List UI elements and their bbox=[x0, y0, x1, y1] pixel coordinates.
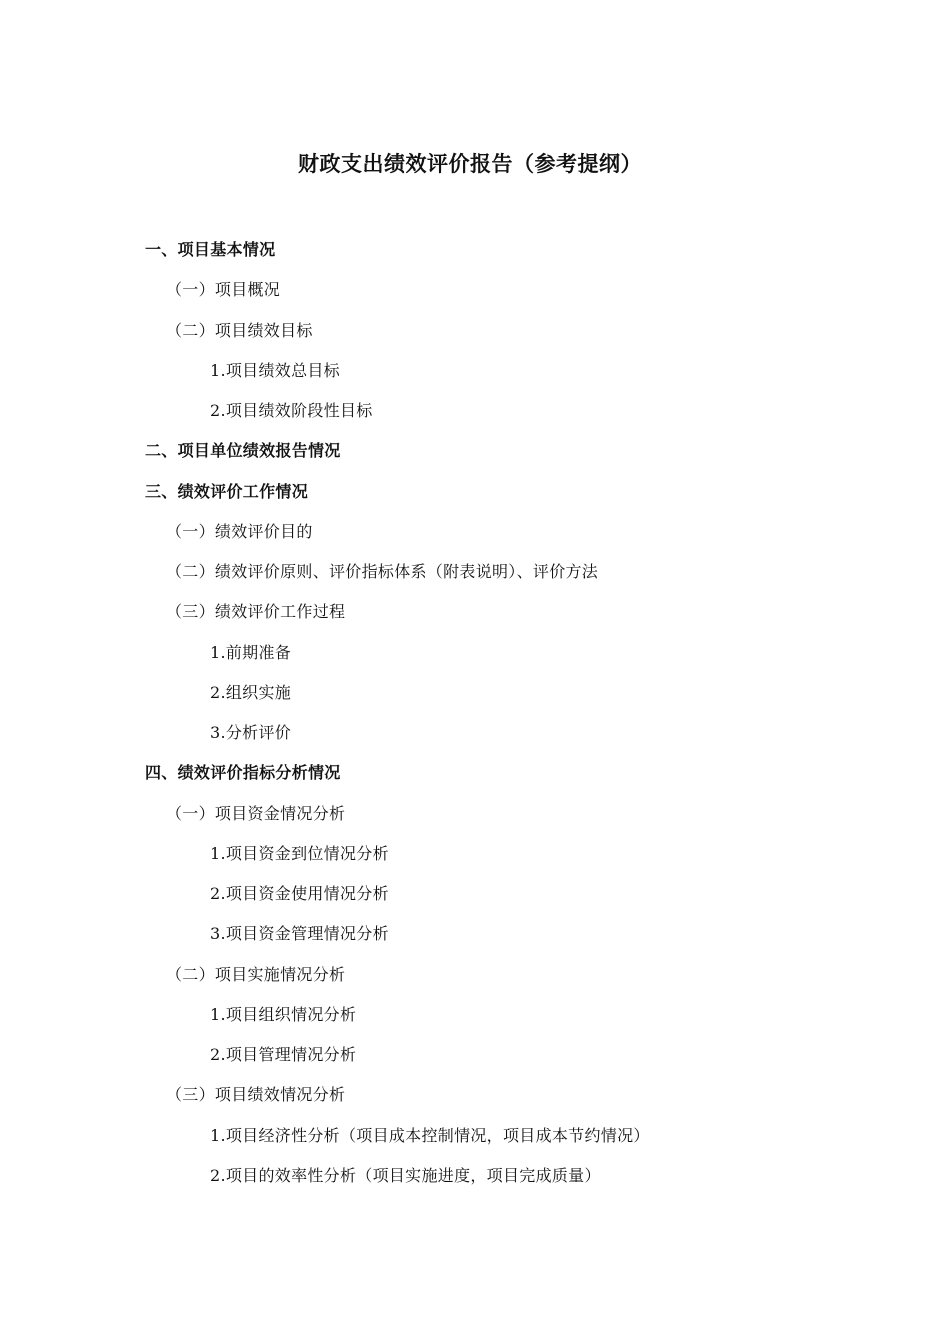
subsection-item: （二）项目实施情况分析 bbox=[166, 964, 346, 984]
subsection-item: （一）绩效评价目的 bbox=[166, 521, 313, 541]
point-item: 1.项目组织情况分析 bbox=[210, 1004, 357, 1024]
subsection-item: （一）项目资金情况分析 bbox=[166, 803, 346, 823]
point-item: 3.项目资金管理情况分析 bbox=[210, 924, 389, 944]
point-item: 2.项目的效率性分析（项目实施进度，项目完成质量） bbox=[210, 1165, 601, 1185]
subsection-item: （三）绩效评价工作过程 bbox=[166, 602, 346, 622]
section-heading: 三、绩效评价工作情况 bbox=[145, 481, 309, 501]
subsection-item: （二）绩效评价原则、评价指标体系（附表说明）、评价方法 bbox=[166, 562, 599, 581]
report-outline bbox=[0, 237, 950, 1203]
subsection-item: （一）项目概况 bbox=[166, 280, 281, 300]
section-heading: 二、项目单位绩效报告情况 bbox=[145, 441, 341, 461]
point-item: 2.项目管理情况分析 bbox=[210, 1045, 357, 1064]
section-heading: 四、绩效评价指标分析情况 bbox=[145, 763, 341, 783]
point-item: 2.项目资金使用情况分析 bbox=[210, 884, 389, 903]
point-item: 1.项目绩效总目标 bbox=[210, 360, 340, 380]
section-heading: 一、项目基本情况 bbox=[145, 240, 276, 259]
point-item: 2.项目绩效阶段性目标 bbox=[210, 401, 373, 420]
point-item: 1.项目资金到位情况分析 bbox=[210, 843, 389, 863]
point-item: 3.分析评价 bbox=[210, 723, 292, 742]
point-item: 1.项目经济性分析（项目成本控制情况，项目成本节约情况） bbox=[210, 1125, 650, 1145]
subsection-item: （三）项目绩效情况分析 bbox=[166, 1085, 346, 1105]
point-item: 1.前期准备 bbox=[210, 642, 292, 662]
document-title: 财政支出绩效评价报告（参考提纲） bbox=[298, 151, 642, 176]
subsection-item: （二）项目绩效目标 bbox=[166, 320, 313, 340]
point-item: 2.组织实施 bbox=[210, 682, 292, 702]
